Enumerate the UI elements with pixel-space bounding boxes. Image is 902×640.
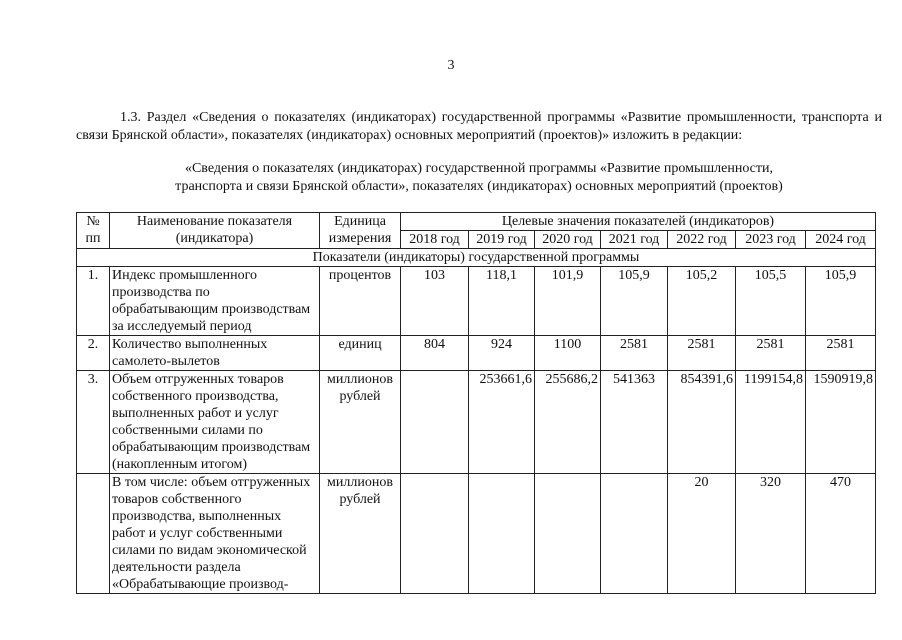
row-name: Индекс промышленного производства по обрабатывающим производствам за исследуемый период [110,267,320,336]
row-value: 1590919,8 [806,371,876,474]
row-value: 255686,2 [535,371,601,474]
row-value: 470 [806,474,876,594]
row-unit: миллионов рублей [320,474,401,594]
row-value: 320 [736,474,806,594]
row-value: 105,2 [668,267,736,336]
row-value: 2581 [601,336,668,371]
page-number: 3 [447,58,455,73]
row-value [401,371,469,474]
row-value [469,474,535,594]
row-num [77,474,110,594]
header-name: Наименование показателя (индикатора) [110,213,320,249]
header-targets: Целевые значения показателей (индикаторов) [401,213,876,231]
row-value: 20 [668,474,736,594]
intro-paragraph: 1.3. Раздел «Сведения о показателях (индикаторах) государственной программы «Развитие промышленности, транспорта и связи Брянской области», показателях (индикаторах) основных мероприятий (проектов)» изложить в редакции: [76,110,882,143]
header-year: 2021 год [601,231,668,249]
row-num: 3. [77,371,110,474]
row-value: 541363 [601,371,668,474]
table-row [77,371,876,474]
row-value: 105,9 [806,267,876,336]
table-row [77,474,876,594]
row-value: 1100 [535,336,601,371]
header-year: 2018 год [401,231,469,249]
header-year: 2024 год [806,231,876,249]
section-title: Показатели (индикаторы) государственной программы [77,249,876,267]
row-value: 105,9 [601,267,668,336]
table-row [77,336,876,371]
row-value: 2581 [736,336,806,371]
row-value: 253661,6 [469,371,535,474]
row-value [401,474,469,594]
row-value: 854391,6 [668,371,736,474]
header-unit: Единица измерения [320,213,401,249]
row-unit: процентов [320,267,401,336]
row-value: 2581 [806,336,876,371]
row-value [535,474,601,594]
row-value: 2581 [668,336,736,371]
header-num: № пп [77,213,110,249]
table-caption-line-1: «Сведения о показателях (индикаторах) государственной программы «Развитие промышленности, [184,161,774,176]
table-caption-line-2: транспорта и связи Брянской области», показателях (индикаторах) основных мероприятий (проектов) [175,179,783,194]
row-unit: единиц [320,336,401,371]
row-name: Количество выполненных самолето-вылетов [110,336,320,371]
table-row [77,267,876,336]
row-value: 118,1 [469,267,535,336]
row-value: 1199154,8 [736,371,806,474]
row-num: 2. [77,336,110,371]
row-value: 105,5 [736,267,806,336]
header-year: 2020 год [535,231,601,249]
row-value [601,474,668,594]
row-value: 804 [401,336,469,371]
header-year: 2022 год [668,231,736,249]
row-value: 101,9 [535,267,601,336]
row-unit: миллионов рублей [320,371,401,474]
row-name: В том числе: объем отгруженных товаров собственного производства, выполненных работ и услуг собственными силами по видам экономической деятельности раздела «Обрабатывающие производ- [110,474,320,594]
indicators-table [76,212,876,594]
header-year: 2023 год [736,231,806,249]
row-value: 103 [401,267,469,336]
row-value: 924 [469,336,535,371]
header-year: 2019 год [469,231,535,249]
row-name: Объем отгруженных товаров собственного производства, выполненных работ и услуг собственными силами по обрабатывающим производствам (накопленным итогом) [110,371,320,474]
row-num: 1. [77,267,110,336]
